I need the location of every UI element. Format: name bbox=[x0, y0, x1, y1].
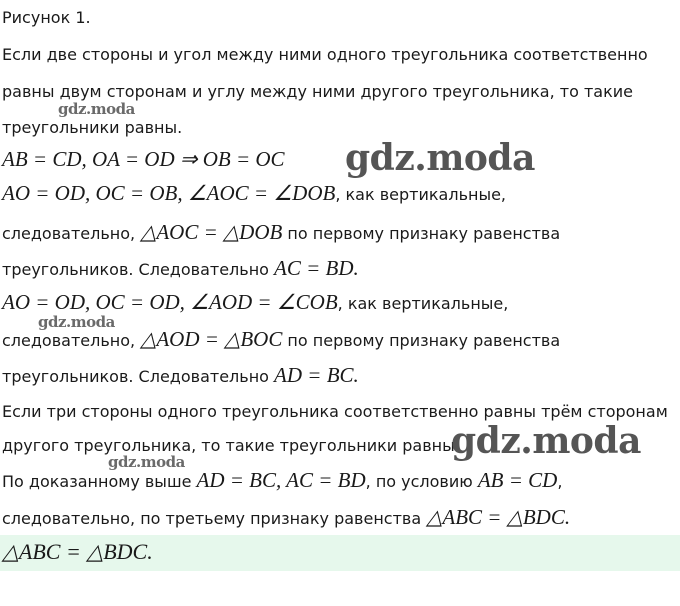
figure-caption: Рисунок 1. bbox=[2, 8, 91, 27]
formula-ob-oc: AB = CD, OA = OD ⇒ OB = OC bbox=[2, 147, 285, 171]
theorem-3-line-2: другого треугольника, то такие треугольники равны. bbox=[2, 436, 460, 455]
proof-line-8 bbox=[2, 505, 570, 530]
text-therefore-2: следовательно, bbox=[2, 331, 141, 350]
formula-ad-bc-ac-bd: AD = BC, AC = BD bbox=[196, 468, 366, 492]
text-first-criterion-1: по первому признаку равенства bbox=[282, 224, 561, 243]
formula-aoc-dob-sides: AO = OD, OC = OB, ∠AOC = ∠DOB bbox=[2, 181, 336, 205]
theorem-1-line-1: Если две стороны и угол между ними одного треугольника соответственно bbox=[2, 45, 648, 64]
theorem-1-line-3: треугольники равны. bbox=[2, 118, 183, 137]
theorem-3-line-1: Если три стороны одного треугольника соответственно равны трём сторонам bbox=[2, 402, 668, 421]
formula-ac-bd: AC = BD. bbox=[274, 256, 359, 280]
watermark-small-1: gdz.moda bbox=[58, 100, 135, 118]
watermark-small-2: gdz.moda bbox=[38, 313, 115, 331]
formula-abc-eq-bdc: △ABC = △BDC. bbox=[426, 505, 571, 529]
text-triangles-2: треугольников. Следовательно bbox=[2, 367, 275, 386]
proof-line-1 bbox=[2, 181, 506, 206]
text-therefore-1: следовательно, bbox=[2, 224, 141, 243]
text-first-criterion-2: по первому признаку равенства bbox=[282, 331, 561, 350]
formula-given bbox=[2, 147, 285, 172]
formula-aoc-eq-dob: △AOC = △DOB bbox=[140, 220, 283, 244]
proof-line-6 bbox=[2, 363, 359, 388]
text-triangles-1: треугольников. Следовательно bbox=[2, 260, 275, 279]
text-comma: , bbox=[557, 472, 563, 491]
text-third-criterion: следовательно, по третьему признаку равенства bbox=[2, 509, 427, 528]
watermark-big-2: gdz.moda bbox=[451, 420, 641, 462]
answer-formula: △ABC = △BDC. bbox=[2, 539, 153, 564]
theorem-1-line-2: равны двум сторонам и углу между ними другого треугольника, то такие bbox=[2, 82, 633, 101]
formula-aod-cob-sides: AO = OD, OC = OD, ∠AOD = ∠COB bbox=[2, 290, 338, 314]
text-proven-above: По доказанному выше bbox=[2, 472, 197, 491]
proof-line-7 bbox=[2, 468, 562, 493]
watermark-big-1: gdz.moda bbox=[345, 137, 535, 179]
formula-aod-eq-boc: △AOD = △BOC bbox=[140, 327, 283, 351]
watermark-small-3: gdz.moda bbox=[108, 453, 185, 471]
final-answer bbox=[2, 539, 153, 565]
text-vertical-1: , как вертикальные, bbox=[335, 185, 507, 204]
proof-line-2 bbox=[2, 220, 560, 245]
text-vertical-2: , как вертикальные, bbox=[337, 294, 509, 313]
formula-ad-bc: AD = BC. bbox=[274, 363, 359, 387]
formula-ab-cd: AB = CD bbox=[477, 468, 558, 492]
proof-line-4 bbox=[2, 290, 508, 315]
proof-line-3 bbox=[2, 256, 359, 281]
text-by-condition: , по условию bbox=[365, 472, 478, 491]
